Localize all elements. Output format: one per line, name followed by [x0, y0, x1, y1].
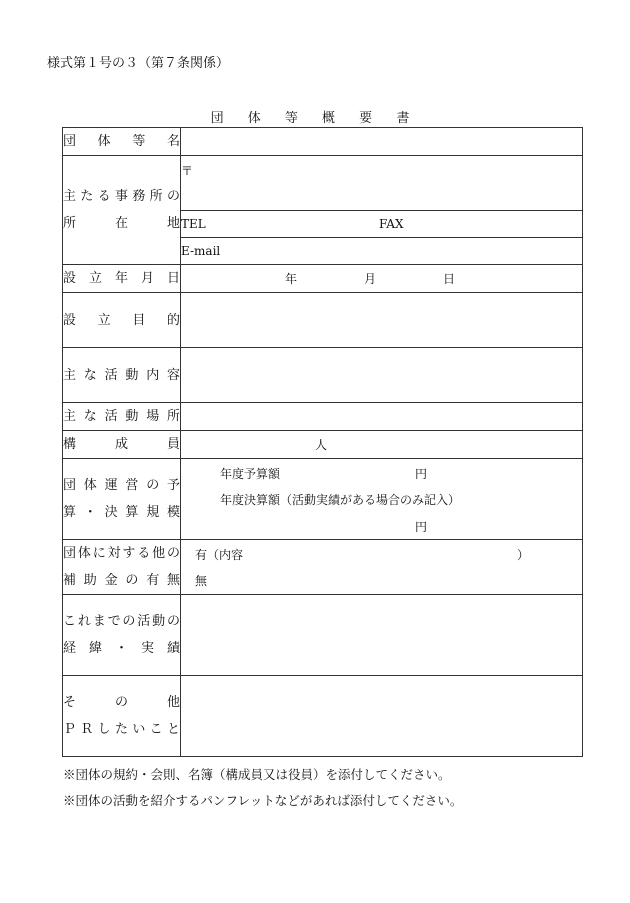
notes — [63, 762, 462, 814]
organization-overview-table — [62, 127, 583, 757]
founded-date-field[interactable] — [181, 265, 583, 293]
history-field[interactable] — [181, 595, 583, 676]
email-field[interactable] — [181, 238, 583, 265]
budget-yen: 円 — [415, 467, 428, 481]
org-name-label: 団 体 等 名 — [63, 128, 181, 156]
venue-label: 主 な 活 動 場 所 — [63, 403, 181, 431]
members-field[interactable] — [181, 431, 583, 459]
budget-line: 年度予算額 — [220, 467, 281, 481]
form-number: 様式第１号の３（第７条関係） — [47, 56, 230, 71]
budget-label: 団 体 運 営 の 予 算 ・ 決 算 規 模 — [63, 459, 181, 540]
members-label: 構 成 員 — [63, 431, 181, 459]
other-label: そ の 他 ＰＲしたいこと — [63, 676, 181, 757]
budget-field[interactable] — [181, 459, 583, 540]
subsidy-field[interactable] — [181, 540, 583, 595]
venue-field[interactable] — [181, 403, 583, 431]
activities-field[interactable] — [181, 348, 583, 403]
activities-label: 主 な 活 動 内 容 — [63, 348, 181, 403]
fax-label: FAX — [379, 217, 404, 231]
note-item: ※団体の活動を紹介するパンフレットなどがあれば添付してください。 — [63, 793, 463, 808]
history-label: これまでの活動の 経 緯 ・ 実 績 — [63, 595, 181, 676]
month-unit: 月 — [364, 271, 377, 286]
settlement-line: 年度決算額（活動実績がある場合のみ記入） — [220, 493, 461, 507]
purpose-field[interactable] — [181, 293, 583, 348]
note-item: ※団体の規約・会則、名簿（構成員又は役員）を添付してください。 — [63, 767, 451, 782]
subsidy-no-option[interactable]: 無 — [195, 574, 208, 588]
email-label: E-mail — [181, 244, 221, 258]
purpose-label: 設 立 目 的 — [63, 293, 181, 348]
org-name-field[interactable] — [181, 128, 583, 156]
settlement-yen: 円 — [415, 520, 428, 534]
postal-address-field[interactable] — [181, 156, 583, 211]
subsidy-close-paren: ） — [517, 548, 530, 562]
year-unit: 年 — [285, 271, 298, 286]
postal-mark: 〒 — [181, 164, 194, 178]
subsidy-label: 団体に対する他の 補 助 金 の 有 無 — [63, 540, 181, 595]
subsidy-yes-option[interactable]: 有（内容 — [195, 548, 244, 562]
day-unit: 日 — [443, 271, 456, 286]
tel-fax-field[interactable] — [181, 211, 583, 238]
other-pr-field[interactable] — [181, 676, 583, 757]
document-title: 団 体 等 概 要 書 — [210, 111, 420, 126]
members-unit: 人 — [315, 438, 328, 452]
founded-date-label: 設 立 年 月 日 — [63, 265, 181, 293]
office-address-label: 主たる事務所の 所 在 地 — [63, 156, 181, 265]
tel-label: TEL — [181, 217, 206, 231]
